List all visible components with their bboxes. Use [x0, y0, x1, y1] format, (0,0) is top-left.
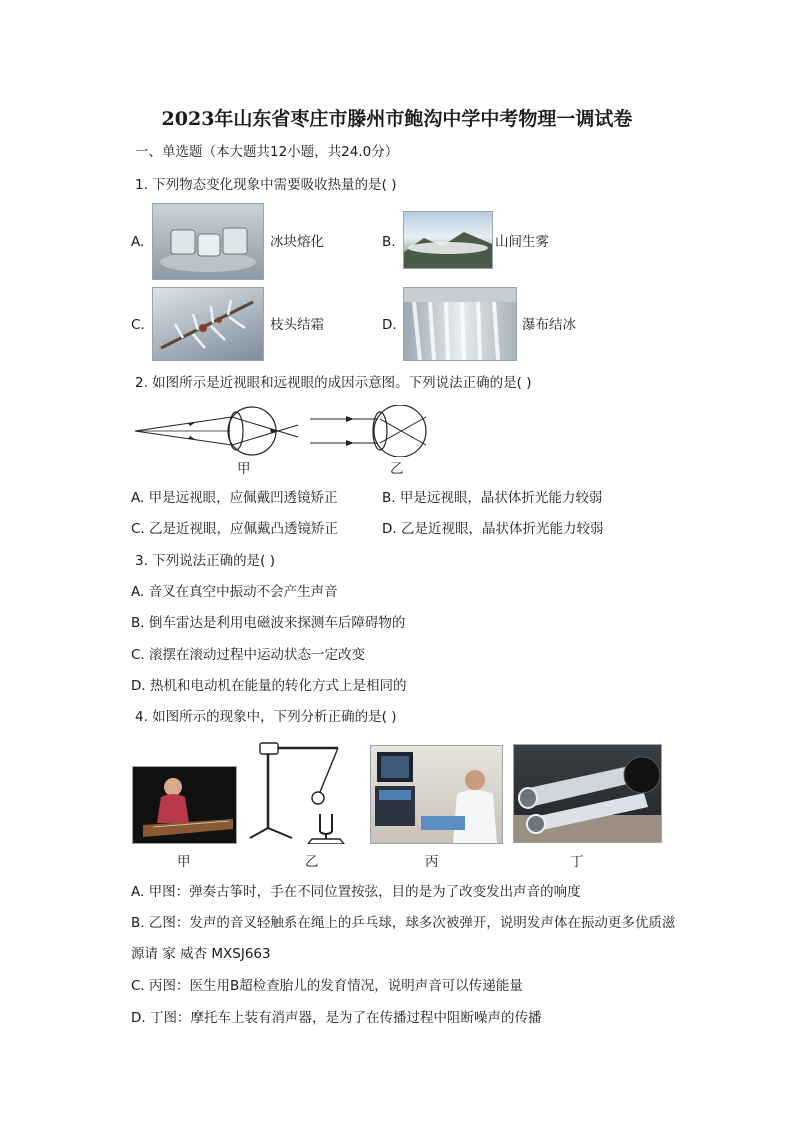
- tuning-fork-apparatus: [246, 740, 346, 844]
- eye-jia: [135, 407, 298, 455]
- ice-melting-photo: [152, 203, 264, 280]
- q2-option-a: A. 甲是远视眼，应佩戴凹透镜矫正: [131, 490, 338, 506]
- q4-option-b: B. 乙图：发声的音叉轻触系在绳上的乒乓球，球多次被弹开，说明发声体在振动更多优质滋: [131, 915, 676, 931]
- waterfall-icon: [404, 288, 516, 360]
- question-4-stem: 4. 如图所示的现象中，下列分析正确的是( ): [135, 709, 397, 725]
- eye-diagram-clean: [130, 405, 440, 457]
- q3-option-d: D. 热机和电动机在能量的转化方式上是相同的: [131, 678, 407, 694]
- q4-option-b-continued: 源请 家 威杏 MXSJ663: [131, 946, 271, 962]
- question-2-stem: 2. 如图所示是近视眼和远视眼的成因示意图。下列说法正确的是( ): [135, 375, 532, 391]
- q2-option-b: B. 甲是远视眼，晶状体折光能力较弱: [382, 490, 603, 506]
- fig4-label-yi: 乙: [305, 854, 319, 870]
- q3-option-a: A. 音叉在真空中振动不会产生声音: [131, 584, 338, 600]
- q1-option-b-letter: B.: [382, 234, 396, 250]
- mountain-icon: [404, 212, 492, 268]
- fig4-label-ding: 丁: [570, 854, 584, 870]
- tuning-fork-icon: [250, 743, 344, 844]
- q1-option-a-text: 冰块熔化: [270, 234, 324, 250]
- fig4-label-jia: 甲: [177, 854, 191, 870]
- frost-branch-photo: [152, 287, 264, 361]
- ultrasound-machine-icon: [371, 746, 502, 843]
- q1-option-d-text: 瀑布结冰: [522, 317, 576, 333]
- q4-option-d: D. 丁图：摩托车上装有消声器，是为了在传播过程中阻断噪声的传播: [131, 1010, 542, 1026]
- section-heading: 一、单选题（本大题共12小题，共24.0分）: [135, 144, 399, 160]
- q1-option-a-letter: A.: [131, 234, 145, 250]
- muffler-icon: [514, 745, 661, 842]
- question-3-stem: 3. 下列说法正确的是( ): [135, 553, 275, 569]
- q2-option-c: C. 乙是近视眼，应佩戴凸透镜矫正: [131, 521, 339, 537]
- fig2-label-yi: 乙: [390, 461, 404, 477]
- q4-option-a: A. 甲图：弹奏古筝时，手在不同位置按弦，目的是为了改变发出声音的响度: [131, 884, 581, 900]
- q1-option-d-letter: D.: [382, 317, 397, 333]
- frozen-waterfall-photo: [403, 287, 517, 361]
- motorcycle-muffler-photo: [513, 744, 662, 843]
- q1-option-c-text: 枝头结霜: [270, 317, 324, 333]
- q4-option-c: C. 丙图：医生用B超检查胎儿的发育情况，说明声音可以传递能量: [131, 978, 523, 994]
- ice-cubes-icon: [153, 204, 263, 279]
- q3-option-c: C. 滚摆在滚动过程中运动状态一定改变: [131, 647, 366, 663]
- b-ultrasound-photo: [370, 745, 503, 844]
- frost-branch-icon: [153, 288, 263, 360]
- guzheng-player-photo: [132, 766, 237, 844]
- fig4-label-bing: 丙: [425, 854, 439, 870]
- guzheng-icon: [133, 767, 236, 843]
- page-title: 2023年山东省枣庄市滕州市鲍沟中学中考物理一调试卷: [161, 108, 633, 130]
- fig2-label-jia: 甲: [237, 461, 251, 477]
- mountain-fog-photo: [403, 211, 493, 269]
- q1-option-b-text: 山间生雾: [495, 234, 549, 250]
- eye-yi: [310, 405, 426, 457]
- q3-option-b: B. 倒车雷达是利用电磁波来探测车后障碍物的: [131, 615, 406, 631]
- question-1-stem: 1. 下列物态变化现象中需要吸收热量的是( ): [135, 177, 397, 193]
- q1-option-c-letter: C.: [131, 317, 145, 333]
- q2-option-d: D. 乙是近视眼，晶状体折光能力较弱: [382, 521, 604, 537]
